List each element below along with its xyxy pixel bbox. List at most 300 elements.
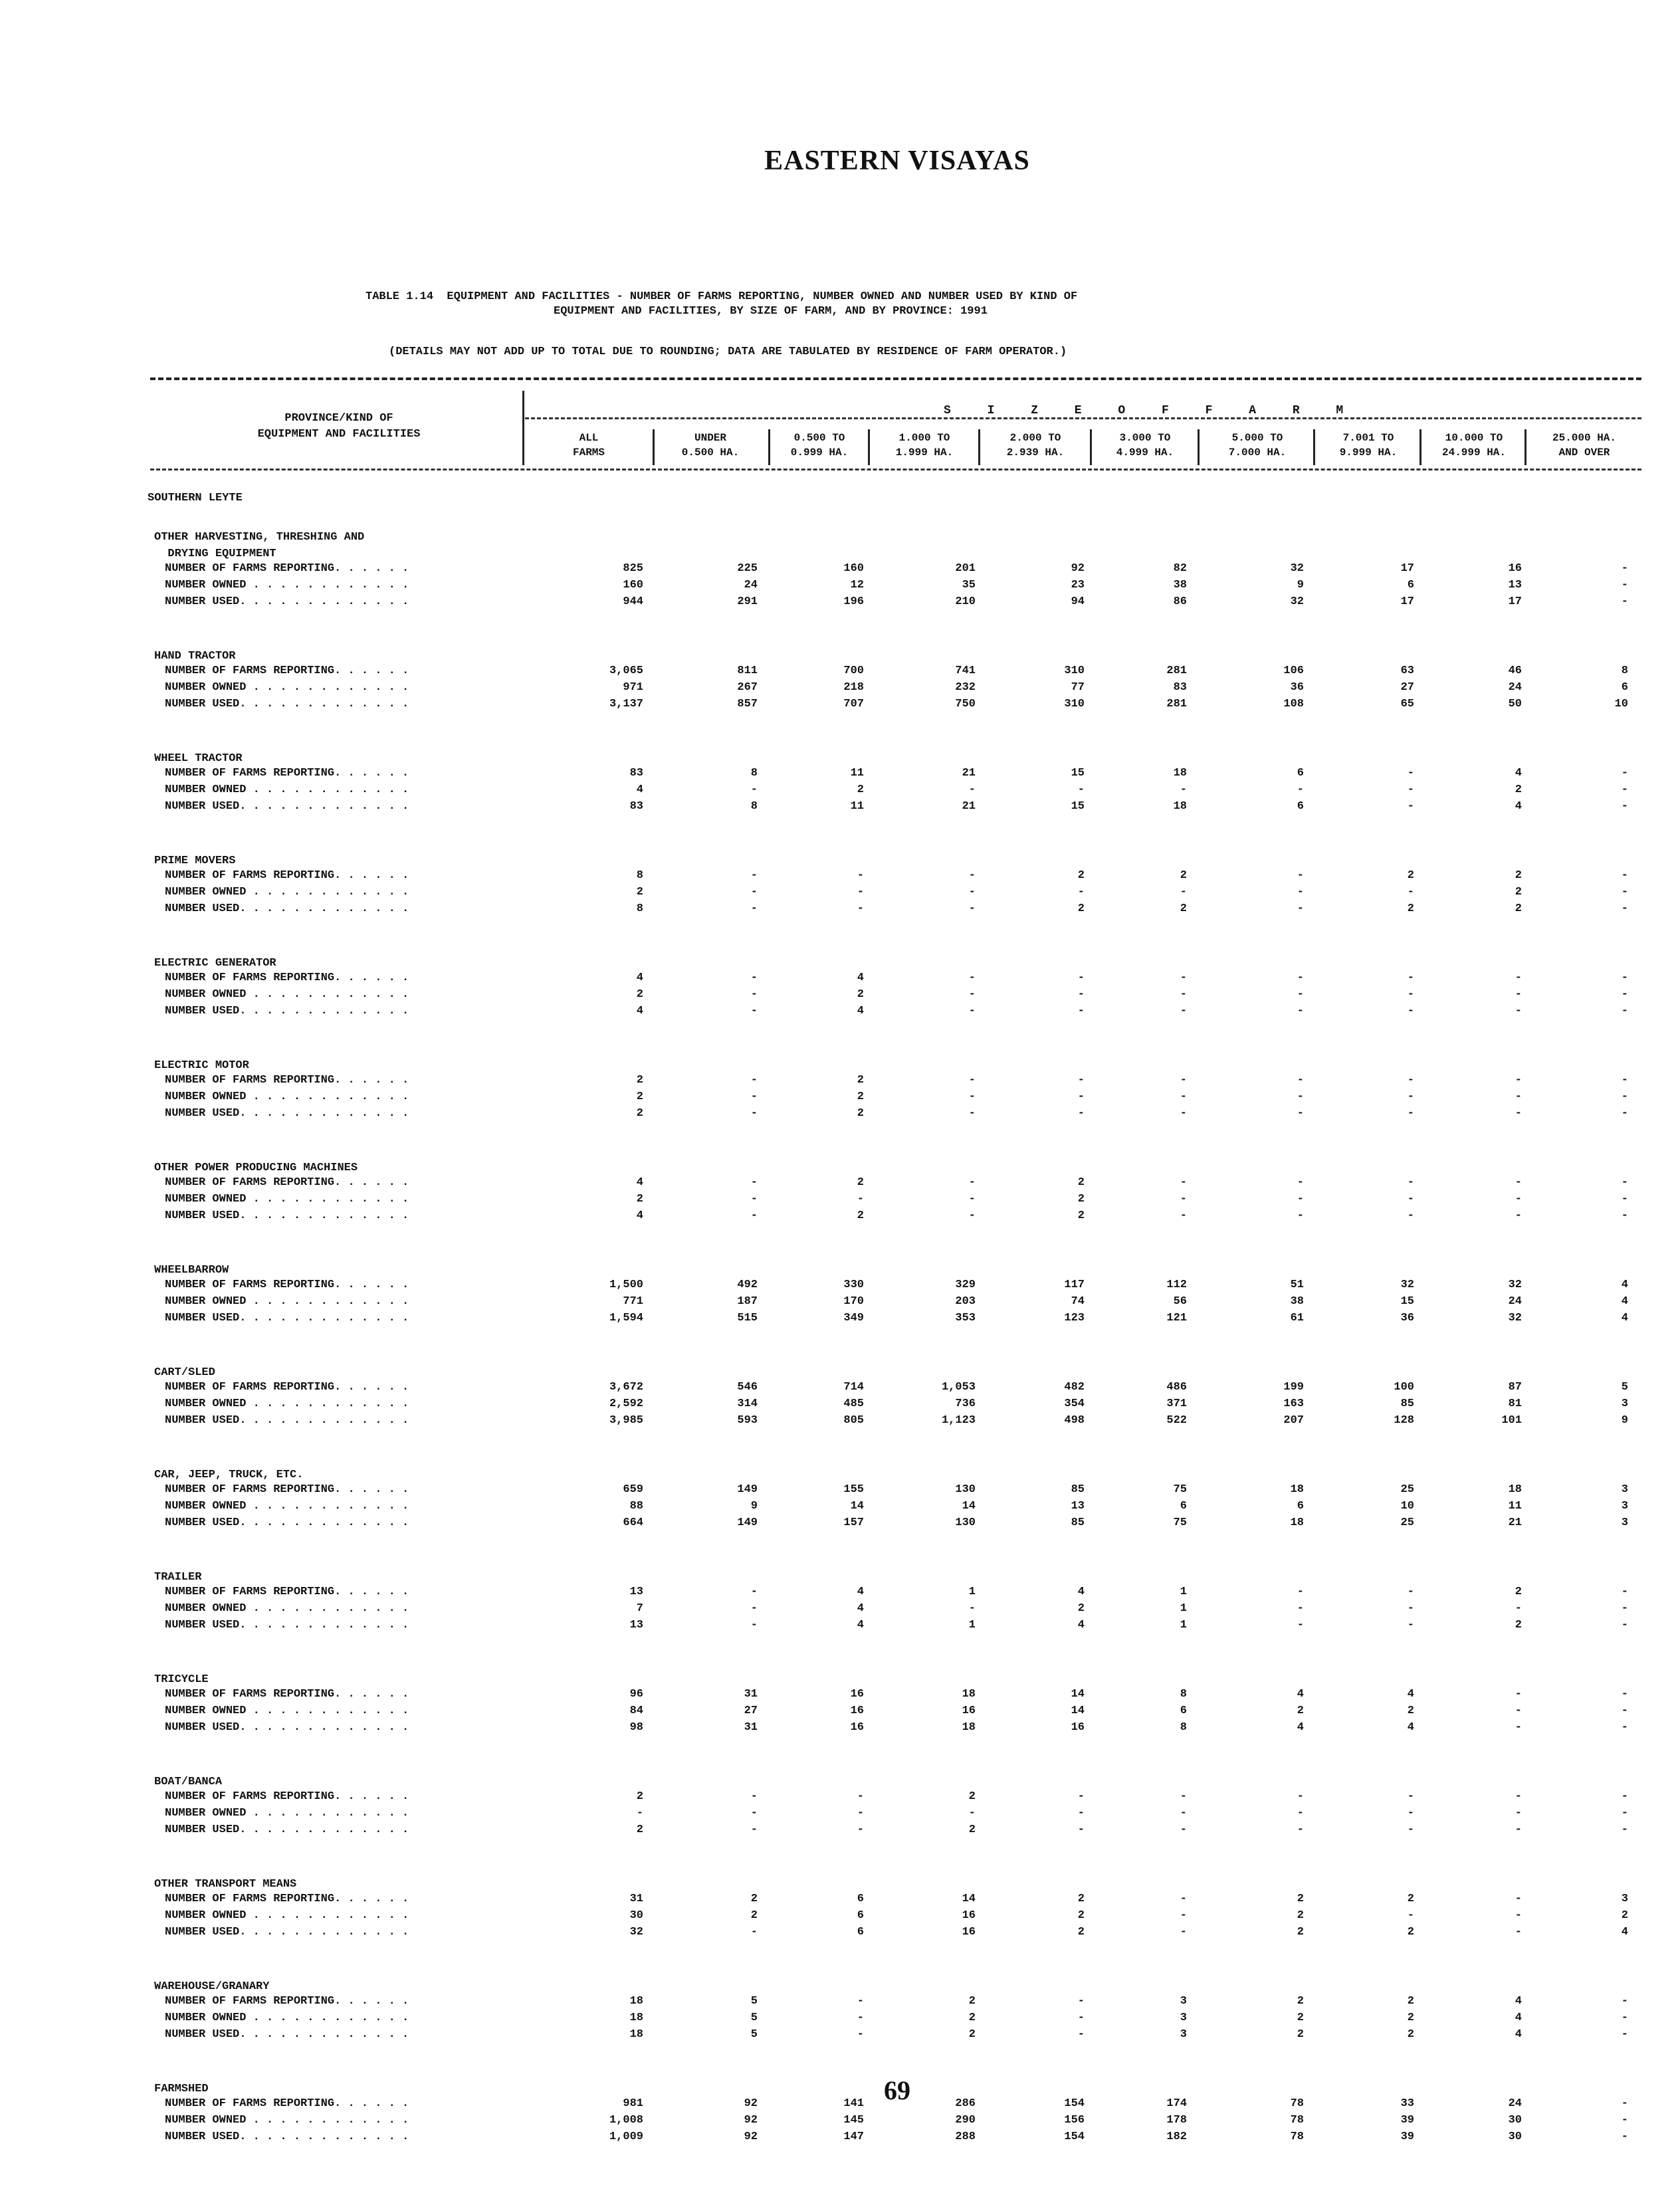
table-cell: 2: [636, 1824, 643, 1836]
table-cell: 84: [629, 1705, 643, 1717]
row-label: NUMBER OWNED . . . . . . . . . . . .: [165, 1705, 409, 1717]
table-cell: -: [1515, 1091, 1522, 1103]
row-label: NUMBER OWNED . . . . . . . . . . . .: [165, 681, 409, 694]
table-cell: 18: [962, 1721, 976, 1734]
column-header-2: UNDER 0.500 HA.: [681, 432, 740, 459]
table-cell: -: [1515, 1005, 1522, 1017]
table-cell: 5: [1621, 1381, 1628, 1394]
table-cell: 2: [1077, 1176, 1085, 1189]
page-number: 69: [884, 2075, 910, 2105]
table-cell: 14: [962, 1500, 976, 1513]
table-cell: -: [1297, 1209, 1304, 1222]
table-cell: 10: [1400, 1500, 1414, 1513]
table-cell: 3: [1621, 1398, 1628, 1410]
table-cell: 6: [1297, 800, 1304, 813]
table-cell: 24: [744, 579, 758, 591]
table-cell: -: [750, 902, 758, 915]
table-cell: -: [968, 886, 976, 898]
table-cell: 750: [955, 698, 976, 710]
table-cell: 32: [1290, 595, 1304, 608]
table-cell: 61: [1290, 1312, 1304, 1324]
column-header-7: 5.000 TO 7.000 HA.: [1228, 432, 1287, 459]
table-cell: 330: [843, 1279, 864, 1291]
table-cell: 2: [1515, 1619, 1522, 1631]
table-cell: 16: [962, 1926, 976, 1938]
table-cell: -: [750, 1926, 758, 1938]
table-cell: 2: [1077, 1909, 1085, 1922]
table-cell: 2: [1297, 1705, 1304, 1717]
equipment-group-name: WHEELBARROW: [154, 1264, 229, 1277]
row-label: NUMBER OF FARMS REPORTING. . . . . .: [165, 1074, 409, 1087]
table-cell: 65: [1400, 698, 1414, 710]
table-cell: -: [1515, 1602, 1522, 1615]
table-cell: -: [750, 1790, 758, 1803]
table-title: [366, 290, 1462, 319]
table-cell: 225: [737, 562, 758, 575]
table-cell: 154: [1064, 2097, 1085, 2110]
table-cell: -: [1515, 1790, 1522, 1803]
table-cell: 12: [850, 579, 864, 591]
table-cell: 85: [1400, 1398, 1414, 1410]
row-label: NUMBER OF FARMS REPORTING. . . . . .: [165, 665, 409, 677]
table-cell: 349: [843, 1312, 864, 1324]
table-cell: 2: [1407, 902, 1414, 915]
table-cell: 825: [623, 562, 643, 575]
table-cell: 281: [1166, 665, 1187, 677]
table-cell: -: [1407, 1074, 1414, 1087]
table-cell: -: [1407, 1909, 1414, 1922]
table-cell: 2: [1407, 2012, 1414, 2024]
table-cell: 2: [1180, 902, 1187, 915]
table-cell: 207: [1283, 1414, 1304, 1427]
table-cell: 2: [857, 1209, 864, 1222]
row-label: NUMBER OF FARMS REPORTING. . . . . .: [165, 1483, 409, 1496]
table-cell: 178: [1166, 2114, 1187, 2127]
table-cell: 121: [1166, 1312, 1187, 1324]
table-cell: 2: [857, 1074, 864, 1087]
table-cell: 4: [636, 1176, 643, 1189]
table-cell: 4: [1515, 800, 1522, 813]
table-cell: -: [1180, 1926, 1187, 1938]
table-cell: -: [1621, 1005, 1628, 1017]
table-cell: -: [968, 902, 976, 915]
row-label: NUMBER USED. . . . . . . . . . . . .: [165, 902, 409, 915]
row-label: NUMBER USED. . . . . . . . . . . . .: [165, 595, 409, 608]
table-cell: 63: [1400, 665, 1414, 677]
table-cell: -: [1407, 1790, 1414, 1803]
table-cell: 4: [1515, 2028, 1522, 2041]
row-label: NUMBER OF FARMS REPORTING. . . . . .: [165, 1995, 409, 2008]
row-label: NUMBER OF FARMS REPORTING. . . . . .: [165, 1790, 409, 1803]
table-cell: 498: [1064, 1414, 1085, 1427]
table-cell: 4: [1297, 1688, 1304, 1701]
table-cell: 2: [636, 1091, 643, 1103]
table-cell: 182: [1166, 2131, 1187, 2143]
table-cell: -: [1515, 972, 1522, 984]
row-label: NUMBER USED. . . . . . . . . . . . .: [165, 1414, 409, 1427]
table-cell: -: [1407, 1091, 1414, 1103]
table-cell: 92: [744, 2097, 758, 2110]
equipment-group-name: CART/SLED: [154, 1366, 215, 1379]
table-cell: 16: [850, 1688, 864, 1701]
table-note: (DETAILS MAY NOT ADD UP TO TOTAL DUE TO ROUNDING; DATA ARE TABULATED BY RESIDENCE OF FARM OPERATOR.): [389, 346, 1067, 358]
table-cell: -: [750, 1193, 758, 1205]
column-header-9: 10.000 TO 24.999 HA.: [1441, 432, 1506, 459]
table-cell: 78: [1290, 2097, 1304, 2110]
table-cell: 83: [1173, 681, 1187, 694]
table-cell: 94: [1071, 595, 1085, 608]
table-cell: -: [968, 1176, 976, 1189]
equipment-group-name: PRIME MOVERS: [154, 855, 236, 867]
table-cell: -: [1180, 1893, 1187, 1905]
row-label: NUMBER OF FARMS REPORTING. . . . . .: [165, 2097, 409, 2110]
equipment-group-name: TRICYCLE: [154, 1673, 209, 1686]
column-header-10: 25.000 HA. AND OVER: [1552, 432, 1616, 459]
table-cell: -: [1077, 1107, 1085, 1120]
table-cell: -: [1180, 988, 1187, 1001]
table-cell: -: [1515, 1824, 1522, 1836]
table-cell: -: [1621, 562, 1628, 575]
table-cell: 2: [636, 1193, 643, 1205]
table-cell: -: [1297, 1074, 1304, 1087]
table-cell: 18: [1173, 800, 1187, 813]
table-cell: 2: [857, 1091, 864, 1103]
table-cell: 485: [843, 1398, 864, 1410]
table-cell: 1: [968, 1619, 976, 1631]
table-cell: 92: [1071, 562, 1085, 575]
table-cell: 88: [629, 1500, 643, 1513]
table-cell: -: [1621, 1619, 1628, 1631]
table-cell: 78: [1290, 2131, 1304, 2143]
row-label: NUMBER OWNED . . . . . . . . . . . .: [165, 1500, 409, 1513]
table-cell: 1,123: [941, 1414, 976, 1427]
table-cell: 3: [1621, 1483, 1628, 1496]
table-cell: -: [968, 1107, 976, 1120]
table-cell: 174: [1166, 2097, 1187, 2110]
table-cell: 6: [1621, 681, 1628, 694]
table-cell: 36: [1400, 1312, 1414, 1324]
table-cell: 2: [968, 1790, 976, 1803]
table-cell: 6: [857, 1926, 864, 1938]
table-cell: -: [1407, 972, 1414, 984]
equipment-group-name: TRAILER: [154, 1571, 202, 1584]
table-cell: -: [1180, 1107, 1187, 1120]
table-cell: 2: [968, 1995, 976, 2008]
table-cell: 522: [1166, 1414, 1187, 1427]
table-cell: -: [1077, 1807, 1085, 1820]
table-cell: 314: [737, 1398, 758, 1410]
table-cell: -: [1180, 1909, 1187, 1922]
table-cell: 2: [636, 1790, 643, 1803]
table-cell: 857: [737, 698, 758, 710]
table-cell: -: [1297, 1586, 1304, 1598]
table-cell: -: [968, 1091, 976, 1103]
column-divider: [768, 429, 770, 465]
table-cell: 18: [1290, 1516, 1304, 1529]
table-cell: 2: [1077, 1602, 1085, 1615]
table-cell: 32: [1400, 1279, 1414, 1291]
table-cell: 31: [744, 1721, 758, 1734]
table-cell: 2: [857, 783, 864, 796]
table-cell: 2: [968, 2028, 976, 2041]
table-cell: 6: [1297, 767, 1304, 780]
table-cell: 8: [1180, 1721, 1187, 1734]
table-cell: 101: [1501, 1414, 1522, 1427]
table-cell: 6: [1180, 1500, 1187, 1513]
table-cell: -: [1297, 783, 1304, 796]
table-cell: 2: [1621, 1909, 1628, 1922]
table-cell: 2: [1077, 1209, 1085, 1222]
table-cell: -: [857, 869, 864, 882]
equipment-group-name: ELECTRIC GENERATOR: [154, 957, 276, 970]
table-cell: -: [1407, 1005, 1414, 1017]
table-cell: 50: [1508, 698, 1522, 710]
equipment-group-name: HAND TRACTOR: [154, 650, 236, 663]
table-cell: 2: [1297, 1909, 1304, 1922]
table-cell: 145: [843, 2114, 864, 2127]
table-cell: -: [1180, 1807, 1187, 1820]
table-cell: 8: [750, 767, 758, 780]
table-cell: 9: [1621, 1414, 1628, 1427]
row-label: NUMBER USED. . . . . . . . . . . . .: [165, 698, 409, 710]
table-cell: 117: [1064, 1279, 1085, 1291]
table-cell: 56: [1173, 1295, 1187, 1308]
stub-divider: [522, 391, 524, 465]
table-cell: 27: [1400, 681, 1414, 694]
table-cell: -: [1180, 886, 1187, 898]
table-cell: -: [1077, 2012, 1085, 2024]
table-cell: 7: [636, 1602, 643, 1615]
row-label: NUMBER OF FARMS REPORTING. . . . . .: [165, 562, 409, 575]
table-cell: 11: [1508, 1500, 1522, 1513]
row-label: NUMBER OF FARMS REPORTING. . . . . .: [165, 1893, 409, 1905]
table-cell: -: [1407, 988, 1414, 1001]
table-cell: 16: [1508, 562, 1522, 575]
row-label: NUMBER USED. . . . . . . . . . . . .: [165, 800, 409, 813]
table-cell: -: [968, 1005, 976, 1017]
table-cell: 10: [1614, 698, 1628, 710]
table-cell: 2: [1297, 2028, 1304, 2041]
table-cell: -: [1515, 1807, 1522, 1820]
table-cell: -: [1407, 1176, 1414, 1189]
table-cell: 30: [1508, 2131, 1522, 2143]
table-cell: 5: [750, 2012, 758, 2024]
table-cell: 3: [1180, 2028, 1187, 2041]
column-divider: [868, 429, 870, 465]
table-cell: 2: [1407, 1926, 1414, 1938]
table-cell: 2: [968, 1824, 976, 1836]
table-cell: 310: [1064, 665, 1085, 677]
table-cell: -: [1077, 2028, 1085, 2041]
column-divider: [1419, 429, 1421, 465]
table-cell: -: [1621, 595, 1628, 608]
table-cell: -: [1621, 1824, 1628, 1836]
table-cell: 2: [857, 988, 864, 1001]
row-label: NUMBER USED. . . . . . . . . . . . .: [165, 1824, 409, 1836]
row-label: NUMBER OWNED . . . . . . . . . . . .: [165, 1091, 409, 1103]
table-cell: 3,137: [609, 698, 643, 710]
table-cell: 286: [955, 2097, 976, 2110]
table-cell: 291: [737, 595, 758, 608]
table-cell: -: [1515, 1909, 1522, 1922]
table-cell: 16: [1071, 1721, 1085, 1734]
table-cell: 13: [1508, 579, 1522, 591]
table-cell: -: [750, 886, 758, 898]
table-cell: 203: [955, 1295, 976, 1308]
table-cell: -: [1621, 1790, 1628, 1803]
table-cell: -: [1515, 1926, 1522, 1938]
table-cell: -: [857, 1995, 864, 2008]
table-cell: 46: [1508, 665, 1522, 677]
table-cell: -: [968, 783, 976, 796]
table-cell: 13: [1071, 1500, 1085, 1513]
row-label: NUMBER OF FARMS REPORTING. . . . . .: [165, 767, 409, 780]
table-cell: 32: [1508, 1279, 1522, 1291]
table-cell: 1: [1180, 1586, 1187, 1598]
table-cell: -: [968, 988, 976, 1001]
row-label: NUMBER OWNED . . . . . . . . . . . .: [165, 1807, 409, 1820]
table-cell: -: [1621, 886, 1628, 898]
table-cell: 11: [850, 800, 864, 813]
table-cell: -: [1077, 1074, 1085, 1087]
table-cell: 5: [750, 2028, 758, 2041]
table-cell: 130: [955, 1483, 976, 1496]
table-cell: -: [1515, 1705, 1522, 1717]
size-rule: [525, 417, 1641, 419]
table-cell: 8: [636, 902, 643, 915]
table-cell: 971: [623, 681, 643, 694]
table-cell: -: [1621, 2028, 1628, 2041]
table-cell: 16: [962, 1705, 976, 1717]
row-label: NUMBER OWNED . . . . . . . . . . . .: [165, 1909, 409, 1922]
table-cell: 4: [857, 1602, 864, 1615]
table-cell: 659: [623, 1483, 643, 1496]
row-label: NUMBER OWNED . . . . . . . . . . . .: [165, 988, 409, 1001]
table-cell: -: [1515, 1176, 1522, 1189]
table-cell: -: [968, 972, 976, 984]
table-cell: 2: [1297, 1926, 1304, 1938]
table-cell: 83: [629, 800, 643, 813]
table-cell: 13: [629, 1619, 643, 1631]
table-cell: 736: [955, 1398, 976, 1410]
table-cell: 39: [1400, 2114, 1414, 2127]
table-cell: 4: [857, 972, 864, 984]
table-cell: 4: [636, 783, 643, 796]
table-cell: 2: [1077, 869, 1085, 882]
table-cell: 4: [1407, 1688, 1414, 1701]
table-cell: -: [968, 1602, 976, 1615]
table-cell: -: [1621, 1091, 1628, 1103]
table-cell: -: [1515, 1893, 1522, 1905]
table-cell: 74: [1071, 1295, 1085, 1308]
table-cell: 4: [1407, 1721, 1414, 1734]
table-cell: -: [1407, 886, 1414, 898]
table-cell: 82: [1173, 562, 1187, 575]
table-cell: 15: [1071, 767, 1085, 780]
row-label: NUMBER OF FARMS REPORTING. . . . . .: [165, 1381, 409, 1394]
equipment-group-name: CAR, JEEP, TRUCK, ETC.: [154, 1469, 304, 1481]
table-cell: 14: [1071, 1688, 1085, 1701]
table-cell: 38: [1173, 579, 1187, 591]
equipment-group-name: OTHER TRANSPORT MEANS: [154, 1878, 297, 1891]
table-cell: 2: [1515, 902, 1522, 915]
table-cell: -: [1297, 1091, 1304, 1103]
table-cell: 6: [857, 1893, 864, 1905]
row-label: NUMBER USED. . . . . . . . . . . . .: [165, 1926, 409, 1938]
table-cell: -: [636, 1807, 643, 1820]
table-cell: -: [750, 1074, 758, 1087]
table-cell: 2: [1077, 1926, 1085, 1938]
table-cell: -: [1180, 1209, 1187, 1222]
row-label: NUMBER USED. . . . . . . . . . . . .: [165, 1107, 409, 1120]
table-title-line-2: EQUIPMENT AND FACILITIES, BY SIZE OF FARM, AND BY PROVINCE: 1991: [554, 305, 988, 318]
row-label: NUMBER USED. . . . . . . . . . . . .: [165, 1516, 409, 1529]
table-cell: 1: [1180, 1619, 1187, 1631]
row-label: NUMBER USED. . . . . . . . . . . . .: [165, 1619, 409, 1631]
row-label: NUMBER OF FARMS REPORTING. . . . . .: [165, 972, 409, 984]
table-cell: -: [750, 1176, 758, 1189]
table-cell: -: [968, 869, 976, 882]
table-cell: 486: [1166, 1381, 1187, 1394]
row-label: NUMBER OWNED . . . . . . . . . . . .: [165, 2114, 409, 2127]
column-header-3: 0.500 TO 0.999 HA.: [790, 432, 849, 459]
row-label: NUMBER USED. . . . . . . . . . . . .: [165, 1209, 409, 1222]
table-cell: 141: [843, 2097, 864, 2110]
table-cell: 4: [857, 1005, 864, 1017]
table-cell: -: [857, 886, 864, 898]
table-cell: -: [1297, 1176, 1304, 1189]
table-cell: -: [968, 1807, 976, 1820]
row-label: NUMBER OWNED . . . . . . . . . . . .: [165, 1193, 409, 1205]
table-cell: 149: [737, 1483, 758, 1496]
table-cell: 160: [623, 579, 643, 591]
table-cell: 2: [1515, 869, 1522, 882]
column-divider: [653, 429, 655, 465]
table-cell: 8: [636, 869, 643, 882]
table-cell: 85: [1071, 1516, 1085, 1529]
table-cell: 155: [843, 1483, 864, 1496]
table-cell: 2: [636, 886, 643, 898]
table-cell: 100: [1394, 1381, 1414, 1394]
table-cell: 4: [1621, 1926, 1628, 1938]
table-cell: 16: [850, 1705, 864, 1717]
table-cell: -: [1621, 579, 1628, 591]
table-cell: -: [1180, 972, 1187, 984]
table-cell: 288: [955, 2131, 976, 2143]
table-cell: -: [750, 972, 758, 984]
table-cell: -: [1297, 1602, 1304, 1615]
row-label: NUMBER OF FARMS REPORTING. . . . . .: [165, 869, 409, 882]
table-cell: 2: [636, 1074, 643, 1087]
table-cell: -: [968, 1074, 976, 1087]
table-cell: 1: [968, 1586, 976, 1598]
table-cell: 25: [1400, 1483, 1414, 1496]
table-cell: 17: [1508, 595, 1522, 608]
table-cell: 92: [744, 2131, 758, 2143]
table-cell: 4: [1515, 2012, 1522, 2024]
table-cell: 2: [636, 1107, 643, 1120]
table-cell: 2: [636, 988, 643, 1001]
table-cell: 805: [843, 1414, 864, 1427]
table-cell: 21: [1508, 1516, 1522, 1529]
table-cell: 4: [636, 1209, 643, 1222]
row-label: NUMBER OF FARMS REPORTING. . . . . .: [165, 1279, 409, 1291]
table-cell: 30: [1508, 2114, 1522, 2127]
table-cell: -: [1077, 972, 1085, 984]
stub-header: PROVINCE/KIND OF EQUIPMENT AND FACILITIES: [257, 412, 421, 441]
table-cell: -: [750, 1091, 758, 1103]
table-cell: 31: [744, 1688, 758, 1701]
